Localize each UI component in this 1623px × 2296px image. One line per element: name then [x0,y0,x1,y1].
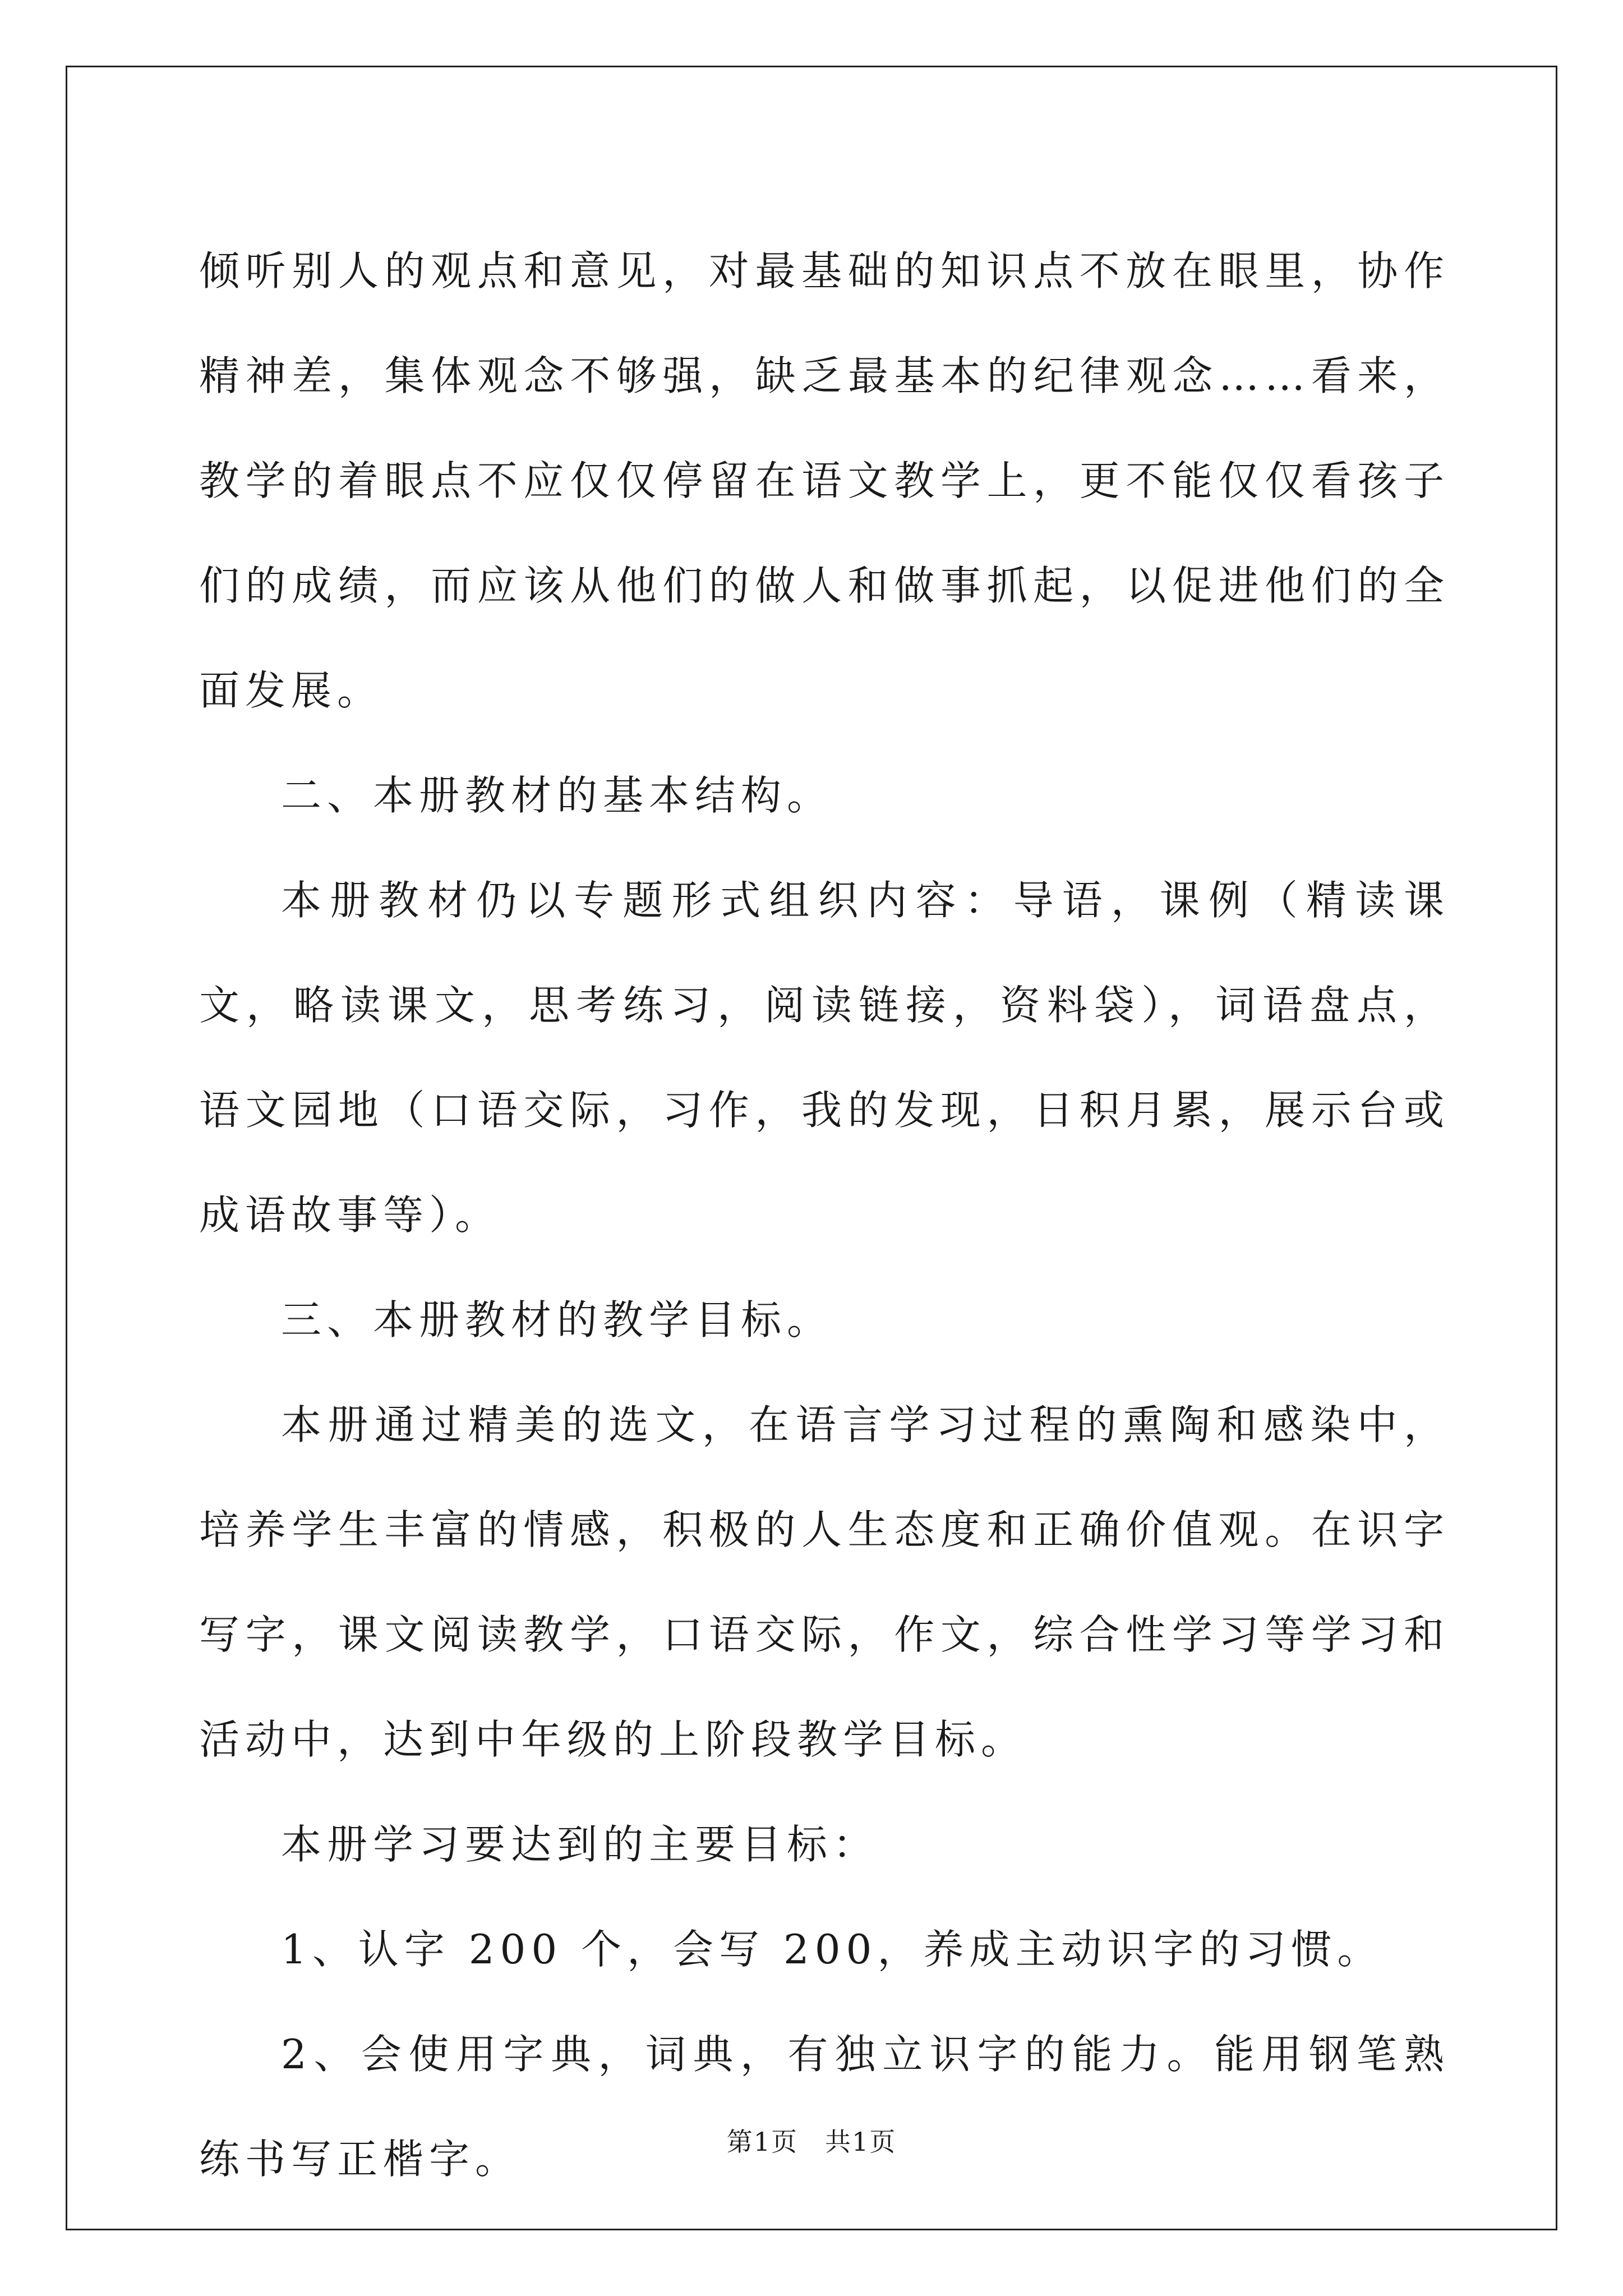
paragraph-structure: 本册教材仍以专题形式组织内容：导语，课例（精读课文，略读课文，思考练习，阅读链接，资料袋），词语盘点，语文园地（口语交际，习作，我的发现，日积月累，展示台或成语故事等）。 [199,877,1450,1239]
document-body [199,219,1450,2212]
section-heading-goals: 三、本册教材的教学目标。 [281,1296,833,1343]
paragraph-goals: 本册通过精美的选文，在语言学习过程的熏陶和感染中，培养学生丰富的情感，积极的人生态度和正确价值观。在识字写字，课文阅读教学，口语交际，作文，综合性学习等学习和活动中，达到中年级的上阶段教学目标。 [199,1401,1450,1763]
list-item-goal-1: 1、认字 200 个，会写 200，养成主动识字的习惯。 [281,1926,1384,1973]
section-heading-structure: 二、本册教材的基本结构。 [281,772,833,819]
list-item-goal-2: 2、会使用字典，词典，有独立识字的能力。能用钢笔熟练书写正楷字。 [199,2031,1450,2183]
page-footer: 第1页 共1页 [726,2127,897,2157]
paragraph-1: 倾听别人的观点和意见，对最基础的知识点不放在眼里，协作精神差，集体观念不够强，缺乏最基本的纪律观念……看来，教学的着眼点不应仅仅停留在语文教学上，更不能仅仅看孩子们的成绩，而应该从他们的做人和做事抓起，以促进他们的全面发展。 [199,247,1450,714]
paragraph-main-goals-intro: 本册学习要达到的主要目标： [281,1821,879,1868]
